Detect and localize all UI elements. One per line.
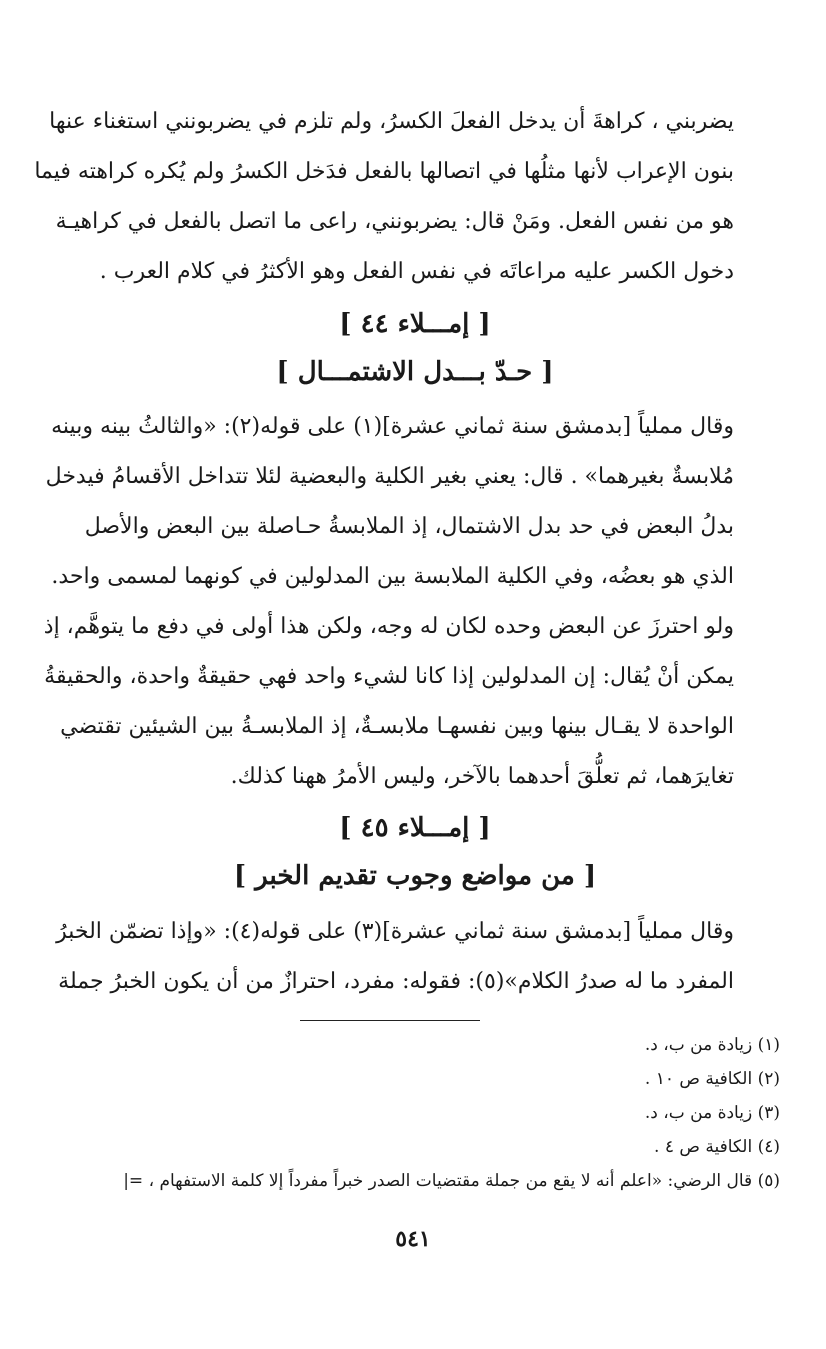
footnote: (١) زيادة من ب، د. — [644, 1035, 780, 1055]
text-line: يضربني ، كراهةَ أن يدخل الفعلَ الكسرُ، ولم تلزم في يضربونني استغناء عنها — [49, 109, 734, 134]
text-line: مُلابسةٌ بغيرهما» . قال: يعني بغير الكلية والبعضية لئلا تتداخل الأقسامُ فيدخل — [45, 464, 734, 489]
text-line: يمكن أنْ يُقال: إن المدلولين إذا كانا لشيء واحد فهي حقيقةٌ واحدة، والحقيقةُ — [44, 664, 734, 689]
footnote: (٤) الكافية ص ٤ . — [654, 1137, 780, 1157]
section-44-title: [ إمـــلاء ٤٤ ] — [339, 309, 491, 339]
footnote: (٥) قال الرضي: «اعلم أنه لا يقع من جملة مقتضيات الصدر خبراً مفرداً إلا كلمة الاستفهام ، =| — [123, 1171, 780, 1191]
section-44-subtitle: [ حـدّ بـــدل الاشتمـــال ] — [276, 357, 554, 387]
text-line: تغايرَهما، ثم تعلُّقَ أحدهما بالآخر، وليس الأمرُ ههنا كذلك. — [230, 764, 734, 789]
footnote: (٢) الكافية ص ١٠ . — [644, 1069, 780, 1089]
text-line: ولو احترزَ عن البعض وحده لكان له وجه، ولكن هذا أولى في دفع ما يتوهَّم، إذ — [43, 614, 734, 639]
text-line: هو من نفس الفعل. ومَنْ قال: يضربونني، راعى ما اتصل بالفعل في كراهيـة — [55, 209, 734, 234]
text-line: بنون الإعراب لأنها مثلُها في اتصالها بالفعل فدَخل الكسرُ ولم يُكره كراهته فيما — [34, 159, 734, 184]
text-line: الذي هو بعضُه، وفي الكلية الملابسة بين المدلولين في كونهما لمسمى واحد. — [51, 564, 734, 589]
section-45-subtitle: [ من مواضع وجوب تقديم الخبر ] — [233, 861, 597, 891]
text-line: وقال مملياً [بدمشق سنة ثماني عشرة](١) على قوله(٢): «والثالثُ بينه وبينه — [51, 414, 734, 439]
text-line: دخول الكسر عليه مراعاتَه في نفس الفعل وهو الأكثرُ في كلام العرب . — [99, 259, 734, 284]
text-line: المفرد ما له صدرُ الكلام»(٥): فقوله: مفرد، احترازٌ من أن يكون الخبرُ جملة — [58, 969, 734, 994]
text-line: بدلُ البعض في حد بدل الاشتمال، إذ الملابسةُ حـاصلة بين البعض والأصل — [84, 514, 734, 539]
footnote-divider — [300, 1020, 480, 1021]
page-number: ٥٤١ — [395, 1226, 431, 1252]
text-line: الواحدة لا يقـال بينها وبين نفسهـا ملابسـةٌ، إذ الملابسـةُ بين الشيئين تقتضي — [60, 714, 734, 739]
section-45-title: [ إمـــلاء ٤٥ ] — [339, 813, 491, 843]
text-line: وقال مملياً [بدمشق سنة ثماني عشرة](٣) على قوله(٤): «وإذا تضمّن الخبرُ — [56, 919, 734, 944]
footnote: (٣) زيادة من ب، د. — [644, 1103, 780, 1123]
